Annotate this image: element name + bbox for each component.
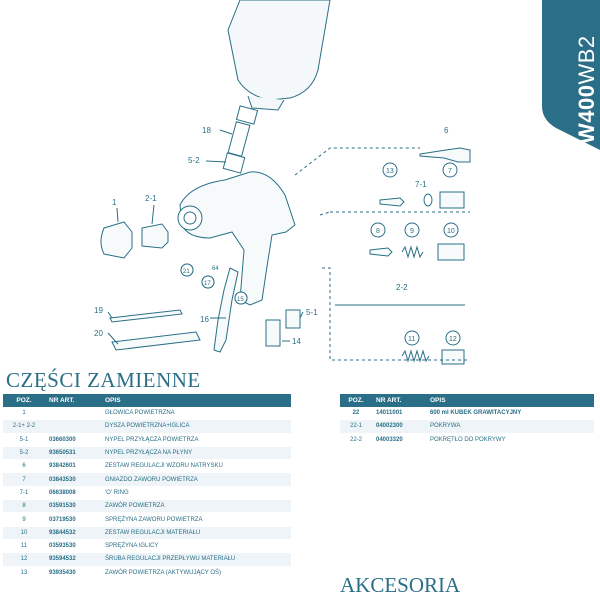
cell-poz: 22-1 [340,420,372,433]
cell-opis: 'O' RING [101,486,291,499]
cell-nr: 04002300 [372,420,426,433]
cell-nr: 03591530 [45,500,101,513]
parts-title: CZĘŚCI ZAMIENNE [6,368,201,392]
cell-opis: SPRĘŻYNA IGLICY [101,539,291,552]
callout-16: 16 [200,315,209,324]
cell-poz: 5-2 [3,446,45,459]
part-14 [266,320,280,346]
cell-opis: POKRYWA [426,420,594,433]
part-2-1-nozzle [142,224,168,248]
guide-line [322,268,470,360]
part-6 [420,148,470,162]
part-5-1 [286,310,300,328]
callout-7: 7 [448,168,452,175]
table-row [3,407,291,420]
guide-line [320,212,330,215]
table-row [3,420,291,433]
part-1-air-cap [101,222,132,258]
cell-poz: 5-1 [3,433,45,446]
header-poz: POZ. [3,394,45,407]
cell-nr: 03660300 [45,433,101,446]
table-row [3,553,291,566]
cell-poz: 22-2 [340,433,372,446]
accessory-table [340,394,594,447]
callout-9: 9 [410,228,414,235]
part-20-wrench [112,332,200,350]
cell-poz: 1 [3,407,45,420]
cell-nr: 06638008 [45,486,101,499]
parts-table [3,394,291,580]
part-18 [228,122,250,157]
cell-opis: 600 ml KUBEK GRAWITACYJNY [426,407,594,420]
model-name-light: WB2 [574,35,599,85]
cell-poz: 2-1+ 2-2 [3,420,45,433]
callout-19: 19 [94,306,103,315]
callout-6: 6 [444,126,449,135]
cell-opis: SPRĘŻYNA ZAWORU POWIETRZA [101,513,291,526]
cell-nr: 04003320 [372,433,426,446]
gun-body [180,172,295,305]
accessory-table-body [340,407,594,446]
cell-poz: 8 [3,500,45,513]
cell-nr: 03843530 [45,473,101,486]
callout-18: 18 [202,126,211,135]
cell-poz: 7 [3,473,45,486]
cell-opis: NYPEL PRZYŁĄCZA POWIETRZA [101,433,291,446]
cell-poz: 10 [3,526,45,539]
callout-10: 10 [447,228,455,235]
cell-nr: 93842601 [45,460,101,473]
cell-opis: ZAWÓR POWIETRZA [101,500,291,513]
callout-7-1: 7-1 [415,180,427,189]
header-opis: OPIS [101,394,291,407]
callout-2-2: 2-2 [396,283,408,292]
cell-opis: GNIAZDO ZAWORU POWIETRZA [101,473,291,486]
cell-opis: GŁOWICA POWIETRZNA [101,407,291,420]
cell-poz: 12 [3,553,45,566]
trigger [214,268,238,352]
cell-nr: 03593530 [45,539,101,552]
accessory-table-header [340,394,594,407]
table-row [3,446,291,459]
parts-table-body [3,407,291,579]
table-row [3,460,291,473]
part-7 [440,192,464,208]
cell-poz: 11 [3,539,45,552]
model-name [574,4,599,144]
callout-14: 14 [292,337,301,346]
part-13 [380,198,404,206]
cell-nr: 93935430 [45,566,101,579]
table-row [340,420,594,433]
table-row [3,566,291,579]
cell-nr: 14011001 [372,407,426,420]
part-9-spring [402,247,423,257]
table-row [3,513,291,526]
parts-table-header [3,394,291,407]
callout-64: 64 [212,266,219,272]
model-name-bold: W400 [574,84,599,144]
part-7-1 [424,194,432,206]
part-8 [370,248,392,256]
table-row [340,433,594,446]
callout-12: 12 [449,336,457,343]
guide-line [295,148,420,175]
table-row [3,473,291,486]
cell-opis: POKRĘTŁO DO POKRYWY [426,433,594,446]
callout-5-2: 5-2 [188,156,200,165]
cell-nr [45,420,101,433]
table-row [340,407,594,420]
part-10 [438,244,464,260]
callout-15: 15 [237,297,244,303]
part-12 [442,350,464,364]
callout-13: 13 [386,168,394,175]
cell-nr: 93844532 [45,526,101,539]
table-row [3,500,291,513]
callout-1: 1 [112,198,117,207]
cell-opis: ZAWÓR POWIETRZA (AKTYWUJĄCY OŚ) [101,566,291,579]
cell-nr [45,407,101,420]
callout-5-1: 5-1 [306,308,318,317]
cell-poz: 13 [3,566,45,579]
cell-nr: 93594532 [45,553,101,566]
callout-8: 8 [376,228,380,235]
table-row [3,526,291,539]
paint-cup [228,0,330,100]
table-row [3,486,291,499]
header-nr-art: NR ART. [372,394,426,407]
cell-poz: 6 [3,460,45,473]
accessories-title: AKCESORIA [340,573,461,597]
cell-nr: 03719530 [45,513,101,526]
table-row [3,539,291,552]
part-19-brush [110,310,182,322]
callout-21: 21 [183,269,190,275]
cell-opis: ZESTAW REGULACJI MATERIAŁU [101,526,291,539]
cell-nr: 93650531 [45,446,101,459]
callout-11: 11 [408,336,416,343]
header-nr-art: NR ART. [45,394,101,407]
callout-17: 17 [204,281,211,287]
cell-poz: 7-1 [3,486,45,499]
cell-opis: NYPEL PRZYŁĄCZA NA PŁYNY [101,446,291,459]
cell-poz: 22 [340,407,372,420]
cell-opis: ŚRUBA REGULACJI PRZEPŁYWU MATERIAŁU [101,553,291,566]
cell-opis: ZESTAW REGULACJI WZORU NATRYSKU [101,460,291,473]
callout-2-1: 2-1 [145,194,157,203]
cell-opis: DYSZA POWIETRZNA+IGLICA [101,420,291,433]
callout-20: 20 [94,329,103,338]
header-opis: OPIS [426,394,594,407]
header-poz: POZ. [340,394,372,407]
cell-poz: 9 [3,513,45,526]
table-row [3,433,291,446]
